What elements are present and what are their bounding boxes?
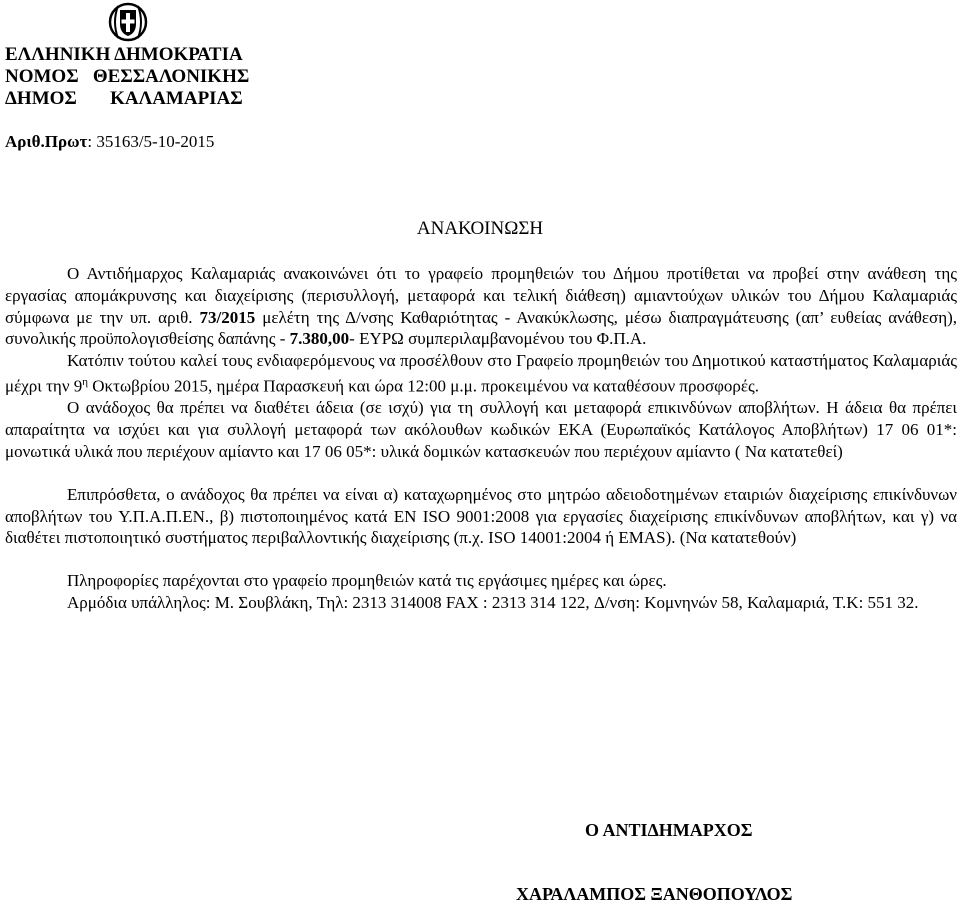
- paragraph-invitation: [5, 350, 957, 397]
- study-number: 73/2015: [199, 307, 256, 327]
- header-prefecture: ΝΟΜΟΣ ΘΕΣΣΑΛΟΝΙΚΗΣ: [5, 66, 250, 87]
- announcement-body: [5, 263, 957, 614]
- protocol-label: Αριθ.Πρωτ: [5, 132, 88, 151]
- intro-text-2: μελέτη της Δ/νσης Καθαριότητας - Ανακύκλωσης, μέσω διαπραγμάτευσης (απ’ ευθείας ανάθεση), συνολικής προϋπολογισθείσης δαπάνης -: [5, 307, 958, 349]
- invitation-text-2: Οκτωβρίου 2015, ημέρα Παρασκευή και ώρα 12:00 μ.μ. προκειμένου να καταθέσουν προσφορές.: [88, 376, 760, 396]
- hellenic-republic-emblem-icon: [108, 2, 148, 42]
- paragraph-intro: [5, 263, 957, 350]
- header-municipality: ΔΗΜΟΣ ΚΑΛΑΜΑΡΙΑΣ: [5, 88, 243, 109]
- paragraph-information: Πληροφορίες παρέχονται στο γραφείο προμηθειών κατά τις εργάσιμες ημέρες και ώρες.: [67, 571, 667, 591]
- protocol-value: : 35163/5-10-2015: [87, 132, 215, 151]
- invitation-text: Κατόπιν τούτου καλεί τους ενδιαφερόμενους να προσέλθουν στο Γραφείο προμηθειών του Δημοτικού καταστήματος Καλαμαριάς μέχρι την 9: [5, 351, 957, 396]
- paragraph-contact: Αρμόδια υπάλληλος: Μ. Σουβλάκη, Τηλ: 2313 314008 FAX : 2313 314 122, Δ/νση: Κομνηνών 58, Καλαμαριά, Τ.Κ: 551 32.: [67, 593, 919, 613]
- paragraph-license: Ο ανάδοχος θα πρέπει να διαθέτει άδεια (σε ισχύ) για τη συλλογή και μεταφορά επικινδύνων αποβλήτων. Η άδεια θα πρέπει απαραίτητα να ισχύει και για συλλογή μεταφορά των ακόλουθων κωδικών ΕΚΑ (Ευρωπαϊκός Κατάλογος Αποβλήτων) 17 06 01*: μονωτικά υλικά που περιέχουν αμίαντο και 17 06 05*: υλικά δομικών κατασκευών που περιέχουν αμίαντο ( Να κατατεθεί): [5, 398, 957, 462]
- document-title: ΑΝΑΚΟΙΝΩΣΗ: [416, 218, 544, 239]
- intro-text-3: - ΕΥΡΩ συμπεριλαμβανομένου του Φ.Π.Α.: [349, 329, 647, 349]
- header-country: ΕΛΛΗΝΙΚΗ ΔΗΜΟΚΡΑΤΙΑ: [5, 44, 243, 65]
- intro-text: Ο Αντιδήμαρχος Καλαμαριάς ανακοινώνει ότι το γραφείο προμηθειών του Δήμου προτίθεται να προβεί στην ανάθεση της εργασίας απομάκρυνσης και διαχείρισης (περισυλλογή, μεταφορά και τελική διάθεση) αμιαντούχων υλικών του Δήμου Καλαμαριάς σύμφωνα με την υπ. αριθ.: [5, 264, 957, 327]
- ordinal-superscript: η: [82, 375, 89, 388]
- signature-name: ΧΑΡΑΛΑΜΠΟΣ ΞΑΝΘΟΠΟΥΛΟΣ: [516, 884, 793, 904]
- paragraph-requirements: Επιπρόσθετα, ο ανάδοχος θα πρέπει να είναι α) καταχωρημένος στο μητρώο αδειοδοτημένων εταιριών διαχείρισης επικίνδυνων αποβλήτων του Υ.Π.Α.Π.ΕΝ., β) πιστοποιημένος κατά ΕΝ ISO 9001:2008 για εργασίες διαχείρισης επικίνδυνων αποβλήτων, και γ) να διαθέτει πιστοποιητικό συστήματος περιβαλλοντικής διαχείρισης (π.χ. ISO 14001:2004 ή EMAS). (Να κατατεθούν): [5, 484, 957, 548]
- signature-role: Ο ΑΝΤΙΔΗΜΑΡΧΟΣ: [585, 820, 753, 840]
- budget-amount: 7.380,00: [289, 329, 350, 349]
- protocol-number: [5, 132, 214, 152]
